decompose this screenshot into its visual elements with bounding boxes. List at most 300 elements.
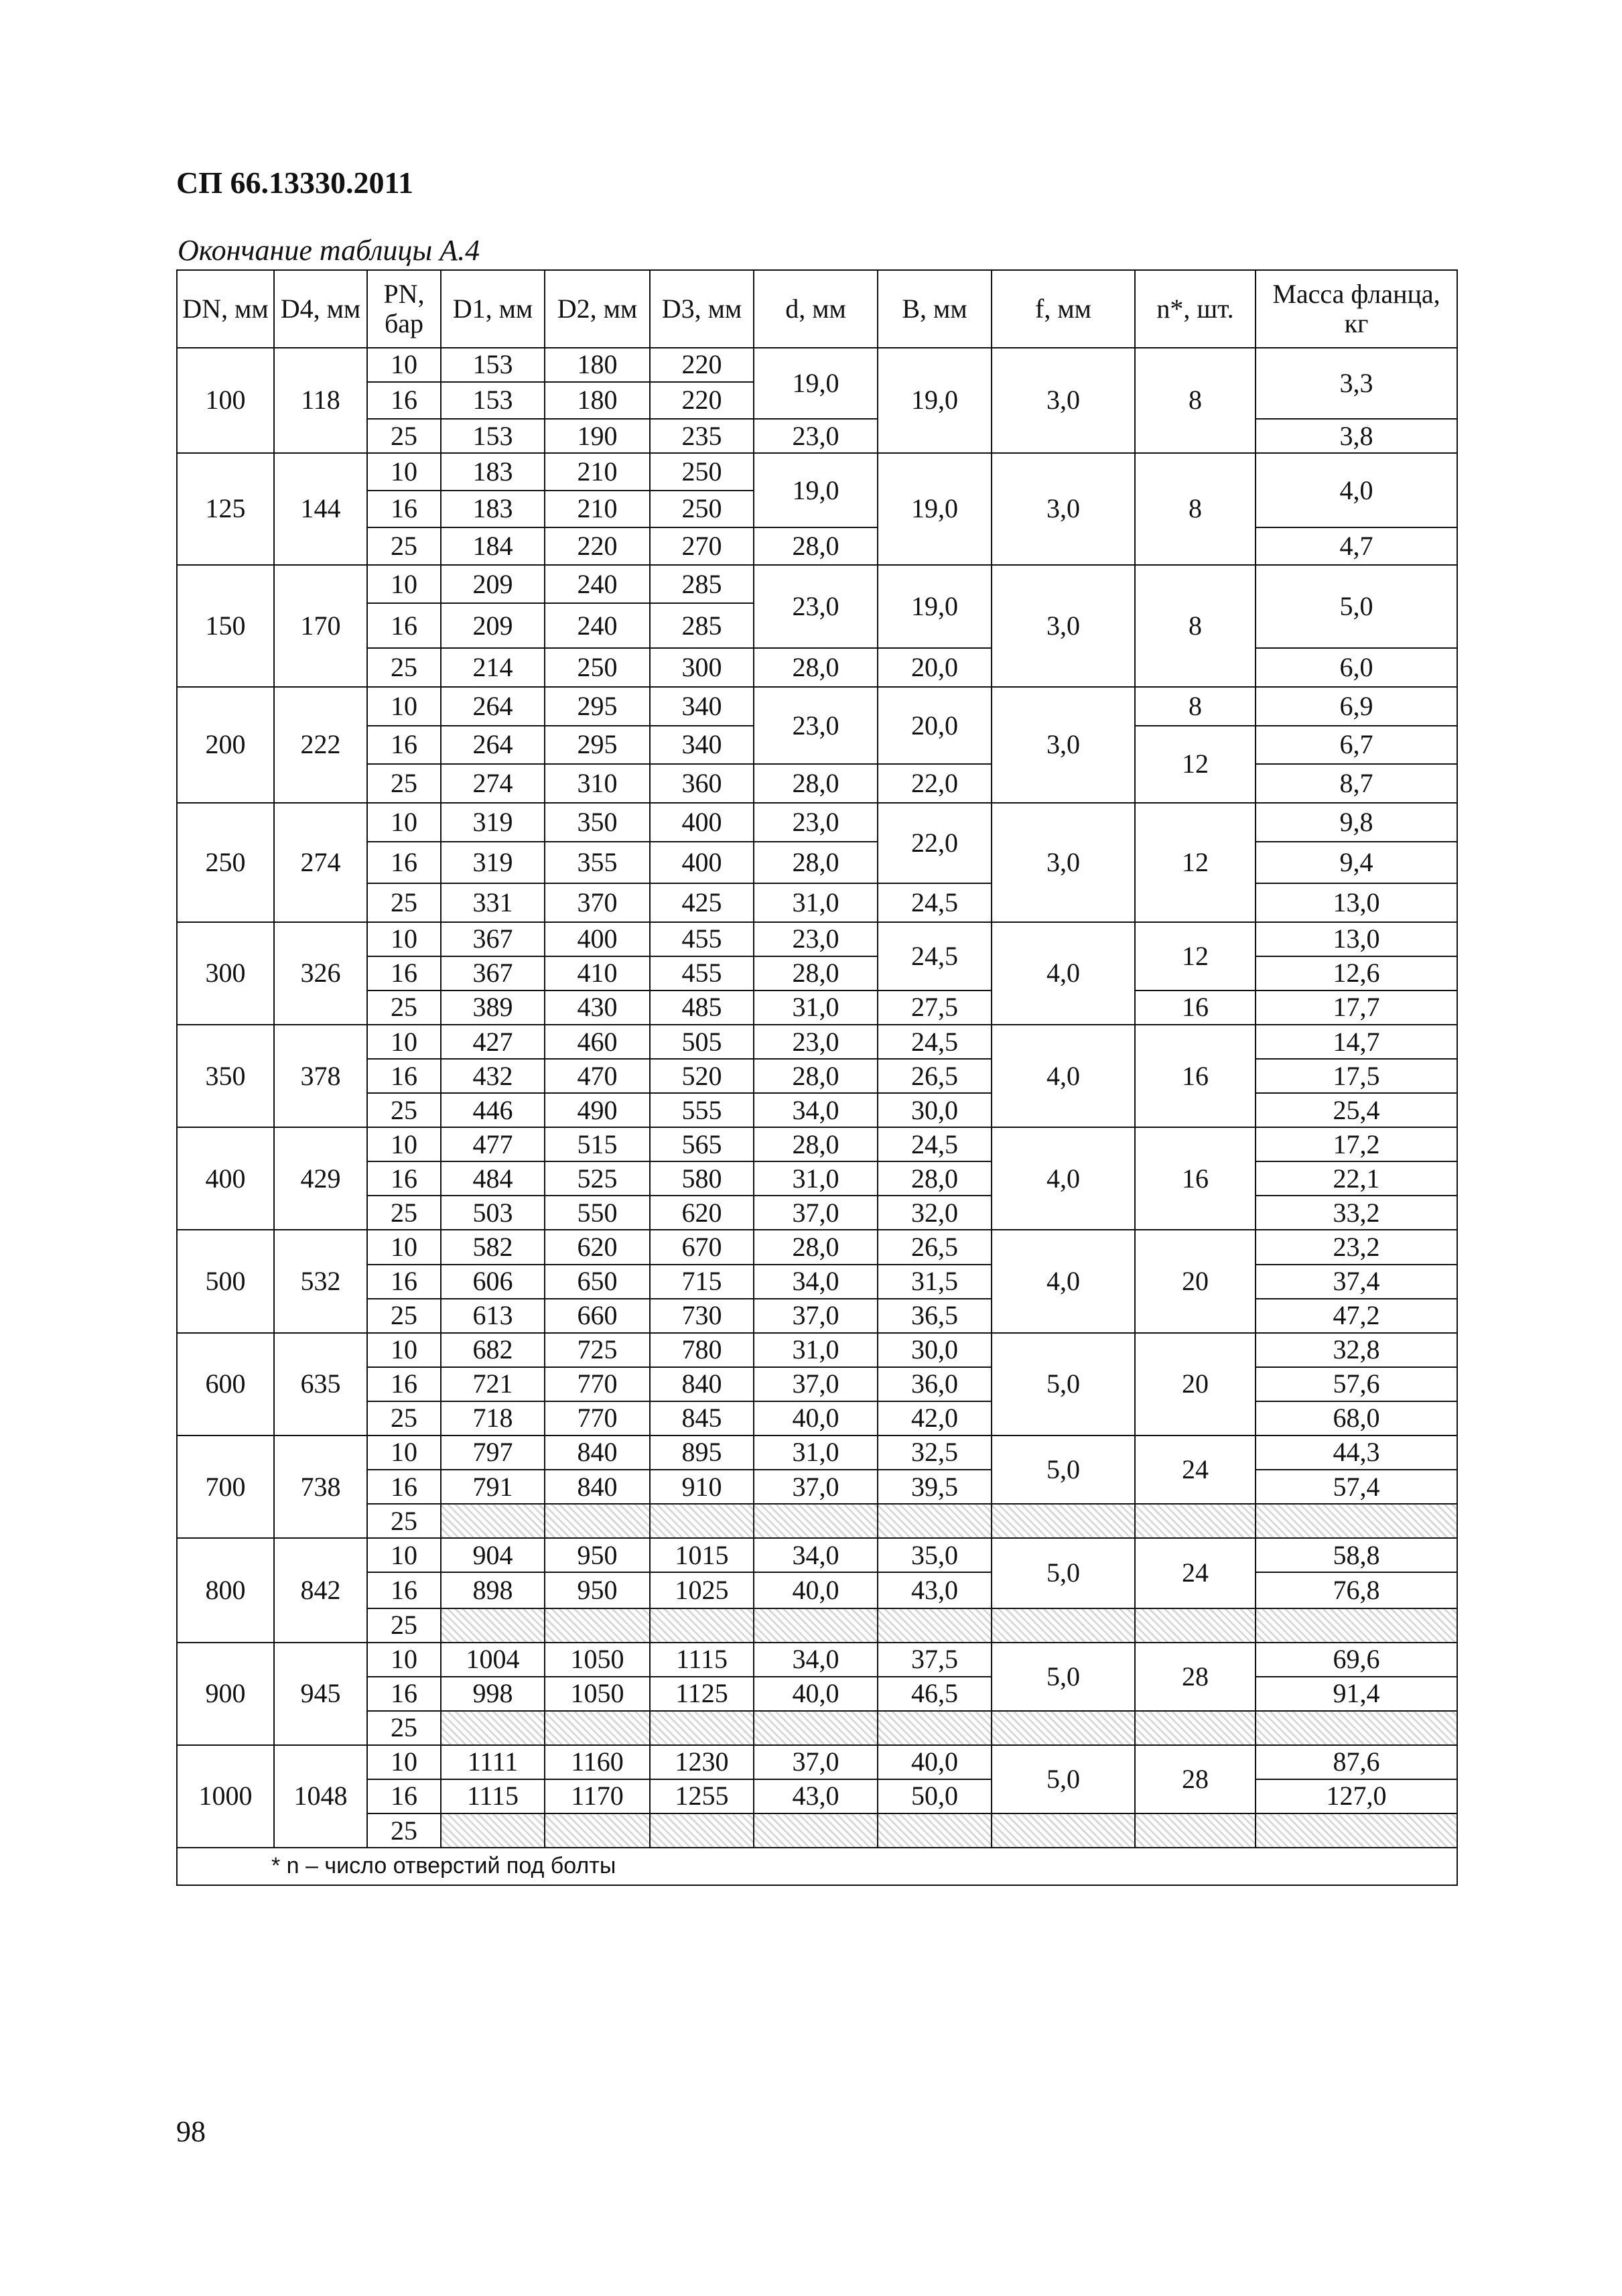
cell-dn: 150 — [177, 565, 274, 687]
cell-d1: 209 — [441, 565, 545, 604]
cell-d3: 1115 — [650, 1643, 754, 1677]
table-row — [177, 453, 1457, 491]
cell-d4: 378 — [274, 1025, 367, 1127]
table-row — [177, 803, 1457, 842]
cell-d: 19,0 — [754, 453, 878, 527]
cell-d3: 580 — [650, 1161, 754, 1196]
cell-d3 — [650, 1813, 754, 1848]
cell-b: 31,5 — [878, 1265, 992, 1299]
cell-f: 3,0 — [992, 565, 1135, 687]
cell-d3: 1025 — [650, 1572, 754, 1608]
cell-d — [754, 1504, 878, 1538]
table-row — [177, 1608, 1457, 1643]
table-row — [177, 922, 1457, 956]
cell-b: 36,5 — [878, 1299, 992, 1333]
cell-pn: 10 — [367, 922, 441, 956]
cell-d4: 274 — [274, 803, 367, 922]
cell-d: 23,0 — [754, 419, 878, 453]
cell-d: 31,0 — [754, 1161, 878, 1196]
cell-mass: 6,7 — [1256, 726, 1457, 765]
table-caption: Окончание таблицы А.4 — [178, 234, 480, 267]
cell-dn: 1000 — [177, 1745, 274, 1848]
cell-dn: 800 — [177, 1538, 274, 1642]
cell-d3: 565 — [650, 1127, 754, 1161]
cell-d1 — [441, 1608, 545, 1643]
page-number: 98 — [176, 2115, 206, 2148]
cell-d2: 525 — [545, 1161, 650, 1196]
cell-d3: 555 — [650, 1093, 754, 1127]
cell-n: 16 — [1135, 991, 1256, 1025]
header-d: d, мм — [754, 270, 878, 348]
cell-d: 31,0 — [754, 1436, 878, 1470]
cell-d2: 620 — [545, 1230, 650, 1264]
cell-pn: 10 — [367, 453, 441, 491]
cell-mass: 57,4 — [1256, 1470, 1457, 1504]
cell-d: 19,0 — [754, 348, 878, 420]
table-row — [177, 1779, 1457, 1813]
cell-d1: 214 — [441, 648, 545, 687]
cell-mass: 47,2 — [1256, 1299, 1457, 1333]
cell-d: 31,0 — [754, 991, 878, 1025]
cell-d2: 1050 — [545, 1643, 650, 1677]
cell-b: 32,5 — [878, 1436, 992, 1470]
cell-d2: 460 — [545, 1025, 650, 1059]
cell-d: 23,0 — [754, 803, 878, 842]
cell-mass: 14,7 — [1256, 1025, 1457, 1059]
cell-dn: 400 — [177, 1127, 274, 1230]
cell-n: 20 — [1135, 1333, 1256, 1436]
cell-d3: 250 — [650, 491, 754, 528]
cell-n — [1135, 1813, 1256, 1848]
cell-d1: 209 — [441, 603, 545, 648]
cell-d3: 425 — [650, 883, 754, 922]
cell-pn: 25 — [367, 1711, 441, 1745]
cell-d1: 264 — [441, 726, 545, 765]
cell-n: 28 — [1135, 1745, 1256, 1813]
cell-d2: 430 — [545, 991, 650, 1025]
cell-d4: 222 — [274, 687, 367, 803]
cell-d1: 904 — [441, 1538, 545, 1572]
cell-d: 40,0 — [754, 1677, 878, 1711]
cell-d2: 295 — [545, 726, 650, 765]
cell-d2 — [545, 1711, 650, 1745]
flange-table — [176, 269, 1457, 1886]
cell-d1: 153 — [441, 382, 545, 420]
cell-d1: 274 — [441, 764, 545, 803]
cell-d1: 153 — [441, 348, 545, 382]
cell-d: 28,0 — [754, 1127, 878, 1161]
cell-b — [878, 1608, 992, 1643]
cell-b — [878, 1504, 992, 1538]
cell-d2: 1050 — [545, 1677, 650, 1711]
cell-pn: 25 — [367, 419, 441, 453]
cell-mass: 5,0 — [1256, 565, 1457, 648]
cell-f: 4,0 — [992, 1025, 1135, 1127]
cell-pn: 25 — [367, 1401, 441, 1436]
cell-b: 50,0 — [878, 1779, 992, 1813]
cell-n: 12 — [1135, 922, 1256, 991]
cell-dn: 350 — [177, 1025, 274, 1127]
table-row — [177, 687, 1457, 726]
cell-pn: 10 — [367, 1025, 441, 1059]
cell-d: 37,0 — [754, 1367, 878, 1401]
cell-mass: 37,4 — [1256, 1265, 1457, 1299]
cell-d: 28,0 — [754, 648, 878, 687]
cell-b: 24,5 — [878, 922, 992, 991]
header-dn: DN, мм — [177, 270, 274, 348]
cell-n: 16 — [1135, 1025, 1256, 1127]
header-mass: Масса фланца, кг — [1256, 270, 1457, 348]
table-row — [177, 1196, 1457, 1230]
cell-d1: 718 — [441, 1401, 545, 1436]
cell-d4: 945 — [274, 1643, 367, 1745]
cell-b: 43,0 — [878, 1572, 992, 1608]
cell-pn: 10 — [367, 1643, 441, 1677]
cell-f: 4,0 — [992, 1127, 1135, 1230]
cell-n: 8 — [1135, 453, 1256, 565]
table-row — [177, 1265, 1457, 1299]
table-row — [177, 1572, 1457, 1608]
cell-d2 — [545, 1608, 650, 1643]
cell-pn: 16 — [367, 491, 441, 528]
header-d2: D2, мм — [545, 270, 650, 348]
cell-pn: 16 — [367, 1161, 441, 1196]
cell-b — [878, 1813, 992, 1848]
cell-d — [754, 1711, 878, 1745]
cell-d3: 455 — [650, 922, 754, 956]
table-row — [177, 956, 1457, 991]
cell-d: 40,0 — [754, 1401, 878, 1436]
cell-f — [992, 1813, 1135, 1848]
cell-n: 12 — [1135, 803, 1256, 922]
cell-pn: 16 — [367, 726, 441, 765]
cell-pn: 16 — [367, 1677, 441, 1711]
cell-f: 5,0 — [992, 1643, 1135, 1711]
cell-d1: 503 — [441, 1196, 545, 1230]
cell-d2: 355 — [545, 842, 650, 883]
cell-d: 28,0 — [754, 764, 878, 803]
cell-pn: 10 — [367, 348, 441, 382]
cell-f: 5,0 — [992, 1333, 1135, 1436]
cell-pn: 25 — [367, 1299, 441, 1333]
cell-pn: 25 — [367, 764, 441, 803]
cell-mass: 17,7 — [1256, 991, 1457, 1025]
cell-d1: 367 — [441, 922, 545, 956]
cell-d2: 550 — [545, 1196, 650, 1230]
cell-n: 8 — [1135, 687, 1256, 726]
cell-d3: 400 — [650, 842, 754, 883]
cell-d3: 845 — [650, 1401, 754, 1436]
cell-d1: 319 — [441, 803, 545, 842]
cell-d2: 950 — [545, 1538, 650, 1572]
cell-mass: 25,4 — [1256, 1093, 1457, 1127]
cell-mass: 9,4 — [1256, 842, 1457, 883]
table-row — [177, 1059, 1457, 1093]
cell-mass: 127,0 — [1256, 1779, 1457, 1813]
header-pn: PN, бар — [367, 270, 441, 348]
cell-d3: 360 — [650, 764, 754, 803]
cell-mass: 4,0 — [1256, 453, 1457, 527]
cell-d1: 183 — [441, 453, 545, 491]
cell-pn: 10 — [367, 1745, 441, 1779]
cell-d1: 606 — [441, 1265, 545, 1299]
table-row — [177, 348, 1457, 382]
cell-d2: 190 — [545, 419, 650, 453]
table-row — [177, 991, 1457, 1025]
cell-d2: 950 — [545, 1572, 650, 1608]
cell-n: 8 — [1135, 348, 1256, 454]
cell-b: 19,0 — [878, 565, 992, 648]
cell-mass: 6,0 — [1256, 648, 1457, 687]
cell-d1: 682 — [441, 1333, 545, 1367]
cell-d: 37,0 — [754, 1196, 878, 1230]
cell-d1: 477 — [441, 1127, 545, 1161]
cell-d1: 389 — [441, 991, 545, 1025]
cell-d2 — [545, 1813, 650, 1848]
table-row — [177, 419, 1457, 453]
table-row — [177, 1711, 1457, 1745]
cell-mass: 12,6 — [1256, 956, 1457, 991]
cell-d3: 730 — [650, 1299, 754, 1333]
table-row — [177, 883, 1457, 922]
cell-mass: 22,1 — [1256, 1161, 1457, 1196]
cell-d1: 797 — [441, 1436, 545, 1470]
cell-d1: 319 — [441, 842, 545, 883]
cell-mass: 3,3 — [1256, 348, 1457, 420]
cell-d1 — [441, 1813, 545, 1848]
table-row — [177, 1230, 1457, 1264]
cell-d2: 660 — [545, 1299, 650, 1333]
cell-pn: 16 — [367, 603, 441, 648]
cell-mass: 17,5 — [1256, 1059, 1457, 1093]
cell-pn: 16 — [367, 1470, 441, 1504]
cell-b: 27,5 — [878, 991, 992, 1025]
cell-d2: 220 — [545, 527, 650, 565]
cell-mass: 33,2 — [1256, 1196, 1457, 1230]
table-row — [177, 1504, 1457, 1538]
cell-d4: 326 — [274, 922, 367, 1025]
table-row — [177, 1401, 1457, 1436]
cell-d1: 791 — [441, 1470, 545, 1504]
cell-b: 24,5 — [878, 1025, 992, 1059]
cell-mass: 44,3 — [1256, 1436, 1457, 1470]
cell-n — [1135, 1504, 1256, 1538]
cell-dn: 600 — [177, 1333, 274, 1436]
cell-d2: 250 — [545, 648, 650, 687]
cell-d4: 170 — [274, 565, 367, 687]
cell-b: 20,0 — [878, 648, 992, 687]
cell-d3: 520 — [650, 1059, 754, 1093]
cell-pn: 16 — [367, 1059, 441, 1093]
cell-d4: 635 — [274, 1333, 367, 1436]
cell-f: 4,0 — [992, 1230, 1135, 1332]
cell-mass: 68,0 — [1256, 1401, 1457, 1436]
cell-d3: 670 — [650, 1230, 754, 1264]
cell-d3: 485 — [650, 991, 754, 1025]
cell-d2: 1160 — [545, 1745, 650, 1779]
cell-dn: 500 — [177, 1230, 274, 1332]
cell-d2: 1170 — [545, 1779, 650, 1813]
cell-d1: 721 — [441, 1367, 545, 1401]
cell-pn: 10 — [367, 687, 441, 726]
cell-b: 46,5 — [878, 1677, 992, 1711]
cell-mass: 9,8 — [1256, 803, 1457, 842]
cell-b: 42,0 — [878, 1401, 992, 1436]
cell-pn: 25 — [367, 1608, 441, 1643]
cell-d2: 240 — [545, 565, 650, 604]
cell-mass: 17,2 — [1256, 1127, 1457, 1161]
cell-d2: 210 — [545, 491, 650, 528]
cell-d2: 490 — [545, 1093, 650, 1127]
cell-d2: 310 — [545, 764, 650, 803]
cell-b: 40,0 — [878, 1745, 992, 1779]
footnote: * n – число отверстий под болты — [177, 1848, 1457, 1885]
cell-mass: 13,0 — [1256, 883, 1457, 922]
header-b: B, мм — [878, 270, 992, 348]
cell-d4: 738 — [274, 1436, 367, 1538]
cell-d3: 455 — [650, 956, 754, 991]
cell-pn: 16 — [367, 1367, 441, 1401]
cell-d2: 295 — [545, 687, 650, 726]
cell-pn: 10 — [367, 803, 441, 842]
cell-d2: 770 — [545, 1367, 650, 1401]
cell-d4: 1048 — [274, 1745, 367, 1848]
table-row — [177, 1299, 1457, 1333]
table-header-row — [177, 270, 1457, 348]
cell-n — [1135, 1711, 1256, 1745]
cell-d1: 1111 — [441, 1745, 545, 1779]
cell-b: 19,0 — [878, 348, 992, 454]
cell-d1: 484 — [441, 1161, 545, 1196]
cell-mass: 32,8 — [1256, 1333, 1457, 1367]
cell-pn: 25 — [367, 1504, 441, 1538]
cell-pn: 25 — [367, 1093, 441, 1127]
cell-d1: 1004 — [441, 1643, 545, 1677]
table-row — [177, 565, 1457, 604]
cell-b: 26,5 — [878, 1230, 992, 1264]
cell-f: 4,0 — [992, 922, 1135, 1025]
cell-d: 37,0 — [754, 1745, 878, 1779]
cell-d1: 331 — [441, 883, 545, 922]
cell-b — [878, 1711, 992, 1745]
cell-d4: 842 — [274, 1538, 367, 1642]
cell-d3: 780 — [650, 1333, 754, 1367]
cell-d1 — [441, 1504, 545, 1538]
cell-mass — [1256, 1504, 1457, 1538]
cell-d3 — [650, 1711, 754, 1745]
cell-d2: 210 — [545, 453, 650, 491]
cell-mass — [1256, 1608, 1457, 1643]
cell-d3: 1015 — [650, 1538, 754, 1572]
footnote-row — [177, 1848, 1457, 1885]
cell-n: 24 — [1135, 1538, 1256, 1608]
cell-f: 5,0 — [992, 1538, 1135, 1608]
cell-d2: 515 — [545, 1127, 650, 1161]
cell-d: 31,0 — [754, 1333, 878, 1367]
cell-dn: 900 — [177, 1643, 274, 1745]
table-row — [177, 648, 1457, 687]
cell-mass — [1256, 1813, 1457, 1848]
cell-d3: 895 — [650, 1436, 754, 1470]
cell-f — [992, 1608, 1135, 1643]
cell-pn: 16 — [367, 1572, 441, 1608]
cell-d: 34,0 — [754, 1093, 878, 1127]
cell-d3: 300 — [650, 648, 754, 687]
cell-f: 5,0 — [992, 1436, 1135, 1504]
cell-d3: 840 — [650, 1367, 754, 1401]
cell-f — [992, 1711, 1135, 1745]
cell-d: 34,0 — [754, 1265, 878, 1299]
cell-d3: 220 — [650, 348, 754, 382]
cell-d3: 620 — [650, 1196, 754, 1230]
cell-b: 22,0 — [878, 764, 992, 803]
cell-d2: 350 — [545, 803, 650, 842]
cell-d2: 770 — [545, 1401, 650, 1436]
table-row — [177, 842, 1457, 883]
cell-b: 32,0 — [878, 1196, 992, 1230]
cell-d3 — [650, 1608, 754, 1643]
cell-n: 16 — [1135, 1127, 1256, 1230]
cell-d2: 240 — [545, 603, 650, 648]
cell-d3: 285 — [650, 565, 754, 604]
cell-d1: 264 — [441, 687, 545, 726]
cell-d: 34,0 — [754, 1643, 878, 1677]
cell-d3: 1125 — [650, 1677, 754, 1711]
cell-d2: 725 — [545, 1333, 650, 1367]
table-row — [177, 1470, 1457, 1504]
cell-mass: 8,7 — [1256, 764, 1457, 803]
cell-d1: 998 — [441, 1677, 545, 1711]
table-row — [177, 1025, 1457, 1059]
cell-d1: 446 — [441, 1093, 545, 1127]
cell-b: 30,0 — [878, 1333, 992, 1367]
cell-d4: 118 — [274, 348, 367, 454]
cell-mass: 69,6 — [1256, 1643, 1457, 1677]
table-row — [177, 1333, 1457, 1367]
cell-n — [1135, 1608, 1256, 1643]
cell-pn: 25 — [367, 648, 441, 687]
cell-d — [754, 1813, 878, 1848]
cell-d3: 235 — [650, 419, 754, 453]
cell-d3: 340 — [650, 726, 754, 765]
cell-d3 — [650, 1504, 754, 1538]
cell-d3: 1230 — [650, 1745, 754, 1779]
cell-d1 — [441, 1711, 545, 1745]
cell-d3: 400 — [650, 803, 754, 842]
cell-mass: 6,9 — [1256, 687, 1457, 726]
cell-pn: 10 — [367, 1538, 441, 1572]
cell-f: 3,0 — [992, 348, 1135, 454]
cell-pn: 16 — [367, 1779, 441, 1813]
cell-d3: 1255 — [650, 1779, 754, 1813]
cell-d3: 340 — [650, 687, 754, 726]
cell-pn: 10 — [367, 1436, 441, 1470]
cell-pn: 16 — [367, 1265, 441, 1299]
cell-d2: 840 — [545, 1470, 650, 1504]
cell-mass: 3,8 — [1256, 419, 1457, 453]
cell-d: 31,0 — [754, 883, 878, 922]
cell-n: 8 — [1135, 565, 1256, 687]
cell-b: 30,0 — [878, 1093, 992, 1127]
cell-d1: 153 — [441, 419, 545, 453]
cell-dn: 700 — [177, 1436, 274, 1538]
cell-mass: 4,7 — [1256, 527, 1457, 565]
cell-f: 5,0 — [992, 1745, 1135, 1813]
cell-d3: 715 — [650, 1265, 754, 1299]
cell-mass: 76,8 — [1256, 1572, 1457, 1608]
cell-b: 36,0 — [878, 1367, 992, 1401]
cell-d: 37,0 — [754, 1299, 878, 1333]
